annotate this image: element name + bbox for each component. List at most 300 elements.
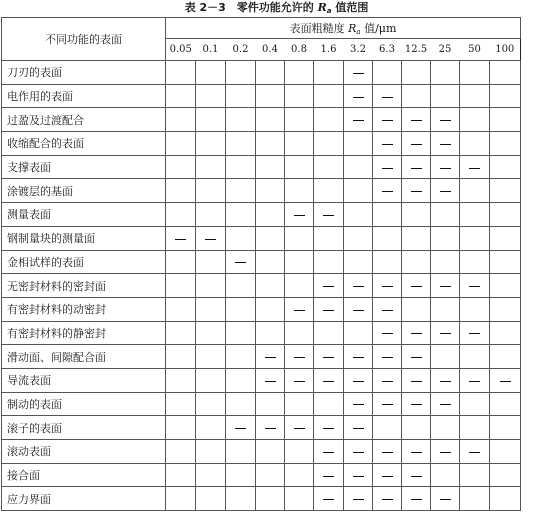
range-mark <box>469 333 480 334</box>
range-cell <box>344 368 373 392</box>
range-cell <box>490 274 521 298</box>
range-cell <box>344 463 373 487</box>
range-mark <box>411 476 422 477</box>
range-mark <box>411 333 422 334</box>
range-cell <box>285 155 314 179</box>
range-cell <box>196 250 226 274</box>
range-cell <box>344 179 373 203</box>
range-cell <box>344 226 373 250</box>
range-cell <box>402 61 431 85</box>
table-row <box>2 155 521 179</box>
range-mark <box>175 239 186 240</box>
range-mark <box>294 381 305 382</box>
range-cell <box>490 345 521 369</box>
range-cell <box>166 321 196 345</box>
range-cell <box>256 226 285 250</box>
range-mark <box>440 452 451 453</box>
range-cell <box>285 61 314 85</box>
range-mark <box>382 120 393 121</box>
range-cell <box>314 179 344 203</box>
range-mark <box>323 286 334 287</box>
range-mark <box>411 120 422 121</box>
range-cell <box>166 179 196 203</box>
range-cell <box>226 108 256 132</box>
range-cell <box>166 226 196 250</box>
range-cell <box>256 416 285 440</box>
range-cell <box>344 250 373 274</box>
range-cell <box>196 416 226 440</box>
range-mark <box>382 191 393 192</box>
range-cell <box>490 392 521 416</box>
range-mark <box>235 262 246 263</box>
range-mark <box>382 286 393 287</box>
row-label: 电作用的表面 <box>2 84 166 108</box>
range-mark <box>440 168 451 169</box>
range-cell <box>431 84 460 108</box>
range-cell <box>373 84 402 108</box>
row-label: 测量表面 <box>2 203 166 227</box>
range-cell <box>285 203 314 227</box>
range-cell <box>196 368 226 392</box>
range-mark <box>382 381 393 382</box>
range-cell <box>431 321 460 345</box>
range-mark <box>323 215 334 216</box>
range-cell <box>373 487 402 511</box>
range-cell <box>344 108 373 132</box>
range-mark <box>353 499 364 500</box>
row-label: 滑动面、间隙配合面 <box>2 345 166 369</box>
row-label: 滚动表面 <box>2 440 166 464</box>
roughness-header <box>166 18 521 39</box>
range-cell <box>373 392 402 416</box>
table-row <box>2 132 521 156</box>
range-cell <box>344 297 373 321</box>
range-cell <box>256 321 285 345</box>
column-header: 1.6 <box>314 39 344 61</box>
range-cell <box>314 463 344 487</box>
range-cell <box>373 368 402 392</box>
range-cell <box>490 297 521 321</box>
range-cell <box>226 368 256 392</box>
range-cell <box>256 61 285 85</box>
range-cell <box>166 155 196 179</box>
roughness-prefix: 表面粗糙度 <box>289 22 345 35</box>
range-mark <box>382 452 393 453</box>
range-cell <box>373 179 402 203</box>
range-cell <box>402 321 431 345</box>
range-cell <box>166 416 196 440</box>
table-caption <box>0 1 553 18</box>
range-cell <box>196 321 226 345</box>
row-label: 钢制量块的测量面 <box>2 226 166 250</box>
range-cell <box>344 84 373 108</box>
range-mark <box>382 404 393 405</box>
range-cell <box>314 321 344 345</box>
roughness-suffix: 值/μm <box>364 22 397 35</box>
range-cell <box>256 274 285 298</box>
table-row <box>2 440 521 464</box>
range-cell <box>490 321 521 345</box>
range-cell <box>431 155 460 179</box>
range-cell <box>196 84 226 108</box>
range-mark <box>411 144 422 145</box>
range-cell <box>460 345 490 369</box>
range-cell <box>285 487 314 511</box>
range-cell <box>256 368 285 392</box>
range-cell <box>226 61 256 85</box>
row-label: 过盈及过渡配合 <box>2 108 166 132</box>
range-cell <box>256 132 285 156</box>
range-cell <box>490 132 521 156</box>
range-cell <box>196 155 226 179</box>
range-cell <box>431 203 460 227</box>
range-cell <box>166 463 196 487</box>
range-mark <box>353 286 364 287</box>
range-mark <box>382 333 393 334</box>
range-cell <box>344 345 373 369</box>
range-cell <box>460 392 490 416</box>
range-cell <box>226 321 256 345</box>
range-cell <box>285 132 314 156</box>
range-cell <box>256 487 285 511</box>
range-cell <box>460 463 490 487</box>
table-row <box>2 463 521 487</box>
range-mark <box>323 452 334 453</box>
range-cell <box>166 392 196 416</box>
row-label: 导流表面 <box>2 368 166 392</box>
range-cell <box>460 179 490 203</box>
range-cell <box>314 61 344 85</box>
range-mark <box>469 286 480 287</box>
range-mark <box>265 381 276 382</box>
range-cell <box>314 250 344 274</box>
row-label: 收缩配合的表面 <box>2 132 166 156</box>
range-mark <box>382 144 393 145</box>
range-mark <box>323 357 334 358</box>
row-label: 有密封材料的静密封 <box>2 321 166 345</box>
range-cell <box>166 297 196 321</box>
range-mark <box>353 452 364 453</box>
range-cell <box>196 108 226 132</box>
range-mark <box>323 476 334 477</box>
range-mark <box>265 428 276 429</box>
range-mark <box>411 499 422 500</box>
range-cell <box>373 297 402 321</box>
range-cell <box>460 155 490 179</box>
table-row <box>2 179 521 203</box>
range-cell <box>402 297 431 321</box>
range-mark <box>411 452 422 453</box>
range-cell <box>431 368 460 392</box>
range-cell <box>226 463 256 487</box>
range-cell <box>226 155 256 179</box>
range-cell <box>344 321 373 345</box>
range-cell <box>256 179 285 203</box>
range-cell <box>256 155 285 179</box>
range-cell <box>460 203 490 227</box>
range-cell <box>166 368 196 392</box>
range-cell <box>431 132 460 156</box>
range-mark <box>440 381 451 382</box>
range-cell <box>256 250 285 274</box>
range-cell <box>490 440 521 464</box>
range-cell <box>314 226 344 250</box>
range-cell <box>402 226 431 250</box>
column-header: 0.05 <box>166 39 196 61</box>
range-cell <box>431 250 460 274</box>
range-cell <box>460 84 490 108</box>
range-mark <box>205 239 216 240</box>
column-header: 0.2 <box>226 39 256 61</box>
caption-subscript: a <box>326 7 332 15</box>
column-header: 0.4 <box>256 39 285 61</box>
range-cell <box>256 203 285 227</box>
table-body <box>2 61 521 511</box>
range-mark <box>323 310 334 311</box>
range-cell <box>460 321 490 345</box>
range-mark <box>294 310 305 311</box>
range-cell <box>196 132 226 156</box>
range-mark <box>353 310 364 311</box>
row-label: 无密封材料的密封面 <box>2 274 166 298</box>
table-row <box>2 61 521 85</box>
range-cell <box>166 203 196 227</box>
range-cell <box>314 108 344 132</box>
range-cell <box>256 392 285 416</box>
range-cell <box>226 132 256 156</box>
range-cell <box>373 203 402 227</box>
range-cell <box>402 108 431 132</box>
table-row <box>2 321 521 345</box>
range-cell <box>373 440 402 464</box>
table-row <box>2 108 521 132</box>
row-label: 滚子的表面 <box>2 416 166 440</box>
range-cell <box>256 84 285 108</box>
range-cell <box>256 345 285 369</box>
range-mark <box>411 168 422 169</box>
range-mark <box>353 404 364 405</box>
range-cell <box>490 368 521 392</box>
range-cell <box>460 274 490 298</box>
range-cell <box>226 274 256 298</box>
column-header: 0.1 <box>196 39 226 61</box>
range-cell <box>490 203 521 227</box>
range-cell <box>196 226 226 250</box>
range-mark <box>411 191 422 192</box>
range-cell <box>431 108 460 132</box>
range-cell <box>402 203 431 227</box>
range-cell <box>226 179 256 203</box>
range-mark <box>411 286 422 287</box>
range-mark <box>440 404 451 405</box>
range-cell <box>226 416 256 440</box>
range-mark <box>294 357 305 358</box>
range-cell <box>344 440 373 464</box>
range-cell <box>196 297 226 321</box>
range-cell <box>256 297 285 321</box>
range-cell <box>226 250 256 274</box>
range-cell <box>402 250 431 274</box>
range-cell <box>373 463 402 487</box>
range-cell <box>373 61 402 85</box>
range-cell <box>490 416 521 440</box>
range-cell <box>226 392 256 416</box>
range-mark <box>323 499 334 500</box>
range-cell <box>285 179 314 203</box>
caption-suffix: 值范围 <box>335 1 369 14</box>
range-cell <box>373 226 402 250</box>
range-cell <box>314 392 344 416</box>
range-cell <box>196 179 226 203</box>
range-cell <box>490 84 521 108</box>
range-mark <box>323 381 334 382</box>
range-mark <box>500 381 511 382</box>
range-mark <box>353 381 364 382</box>
row-label: 支撑表面 <box>2 155 166 179</box>
range-cell <box>285 321 314 345</box>
range-mark <box>382 168 393 169</box>
range-cell <box>196 487 226 511</box>
caption-prefix: 表 2－3 零件功能允许的 <box>184 1 314 14</box>
range-mark <box>440 191 451 192</box>
range-mark <box>353 357 364 358</box>
range-cell <box>344 416 373 440</box>
range-cell <box>226 297 256 321</box>
range-cell <box>196 440 226 464</box>
range-cell <box>314 368 344 392</box>
range-cell <box>402 179 431 203</box>
row-label: 金相试样的表面 <box>2 250 166 274</box>
range-cell <box>402 155 431 179</box>
range-mark <box>411 357 422 358</box>
range-cell <box>196 392 226 416</box>
range-cell <box>226 84 256 108</box>
range-mark <box>353 120 364 121</box>
row-header-cell <box>2 18 166 61</box>
range-cell <box>431 463 460 487</box>
range-mark <box>469 381 480 382</box>
range-cell <box>490 179 521 203</box>
range-cell <box>402 392 431 416</box>
range-cell <box>402 463 431 487</box>
table-row <box>2 416 521 440</box>
range-mark <box>411 381 422 382</box>
range-cell <box>285 226 314 250</box>
range-cell <box>460 487 490 511</box>
range-cell <box>431 345 460 369</box>
range-mark <box>323 428 334 429</box>
range-cell <box>166 132 196 156</box>
column-header: 50 <box>460 39 490 61</box>
roughness-symbol: R <box>348 22 357 35</box>
range-cell <box>431 440 460 464</box>
range-cell <box>431 179 460 203</box>
range-cell <box>314 203 344 227</box>
range-cell <box>431 226 460 250</box>
range-cell <box>373 345 402 369</box>
range-cell <box>285 84 314 108</box>
column-header: 100 <box>490 39 521 61</box>
column-header: 0.8 <box>285 39 314 61</box>
range-cell <box>285 297 314 321</box>
range-cell <box>460 132 490 156</box>
range-cell <box>256 440 285 464</box>
range-cell <box>431 274 460 298</box>
row-label: 应力界面 <box>2 487 166 511</box>
range-cell <box>402 416 431 440</box>
range-mark <box>353 97 364 98</box>
range-cell <box>285 250 314 274</box>
range-mark <box>469 452 480 453</box>
range-cell <box>344 155 373 179</box>
table-row <box>2 345 521 369</box>
range-cell <box>373 108 402 132</box>
range-mark <box>294 428 305 429</box>
range-cell <box>431 297 460 321</box>
range-cell <box>402 368 431 392</box>
range-cell <box>431 61 460 85</box>
range-cell <box>344 487 373 511</box>
range-cell <box>402 345 431 369</box>
range-cell <box>196 203 226 227</box>
range-mark <box>353 476 364 477</box>
column-header: 12.5 <box>402 39 431 61</box>
range-cell <box>490 155 521 179</box>
range-cell <box>344 132 373 156</box>
range-cell <box>431 392 460 416</box>
range-cell <box>460 226 490 250</box>
table-row <box>2 250 521 274</box>
range-cell <box>490 463 521 487</box>
range-cell <box>285 416 314 440</box>
row-label: 有密封材料的动密封 <box>2 297 166 321</box>
range-cell <box>373 274 402 298</box>
range-cell <box>314 155 344 179</box>
range-cell <box>460 440 490 464</box>
range-cell <box>285 463 314 487</box>
range-cell <box>402 84 431 108</box>
range-mark <box>353 73 364 74</box>
range-cell <box>166 440 196 464</box>
range-mark <box>440 333 451 334</box>
range-cell <box>196 463 226 487</box>
range-cell <box>256 463 285 487</box>
range-mark <box>440 120 451 121</box>
range-cell <box>226 203 256 227</box>
table-row <box>2 226 521 250</box>
range-cell <box>402 440 431 464</box>
range-cell <box>344 392 373 416</box>
range-cell <box>373 250 402 274</box>
range-cell <box>373 132 402 156</box>
table-row <box>2 392 521 416</box>
roughness-subscript: a <box>356 28 361 36</box>
table-row <box>2 84 521 108</box>
range-cell <box>490 487 521 511</box>
range-cell <box>285 392 314 416</box>
range-cell <box>314 274 344 298</box>
range-cell <box>226 487 256 511</box>
range-cell <box>314 416 344 440</box>
row-header: 不同功能的表面 <box>45 33 122 46</box>
range-cell <box>402 132 431 156</box>
range-mark <box>382 476 393 477</box>
range-cell <box>314 345 344 369</box>
range-cell <box>166 108 196 132</box>
table-row <box>2 203 521 227</box>
range-cell <box>314 487 344 511</box>
row-label: 刀刃的表面 <box>2 61 166 85</box>
